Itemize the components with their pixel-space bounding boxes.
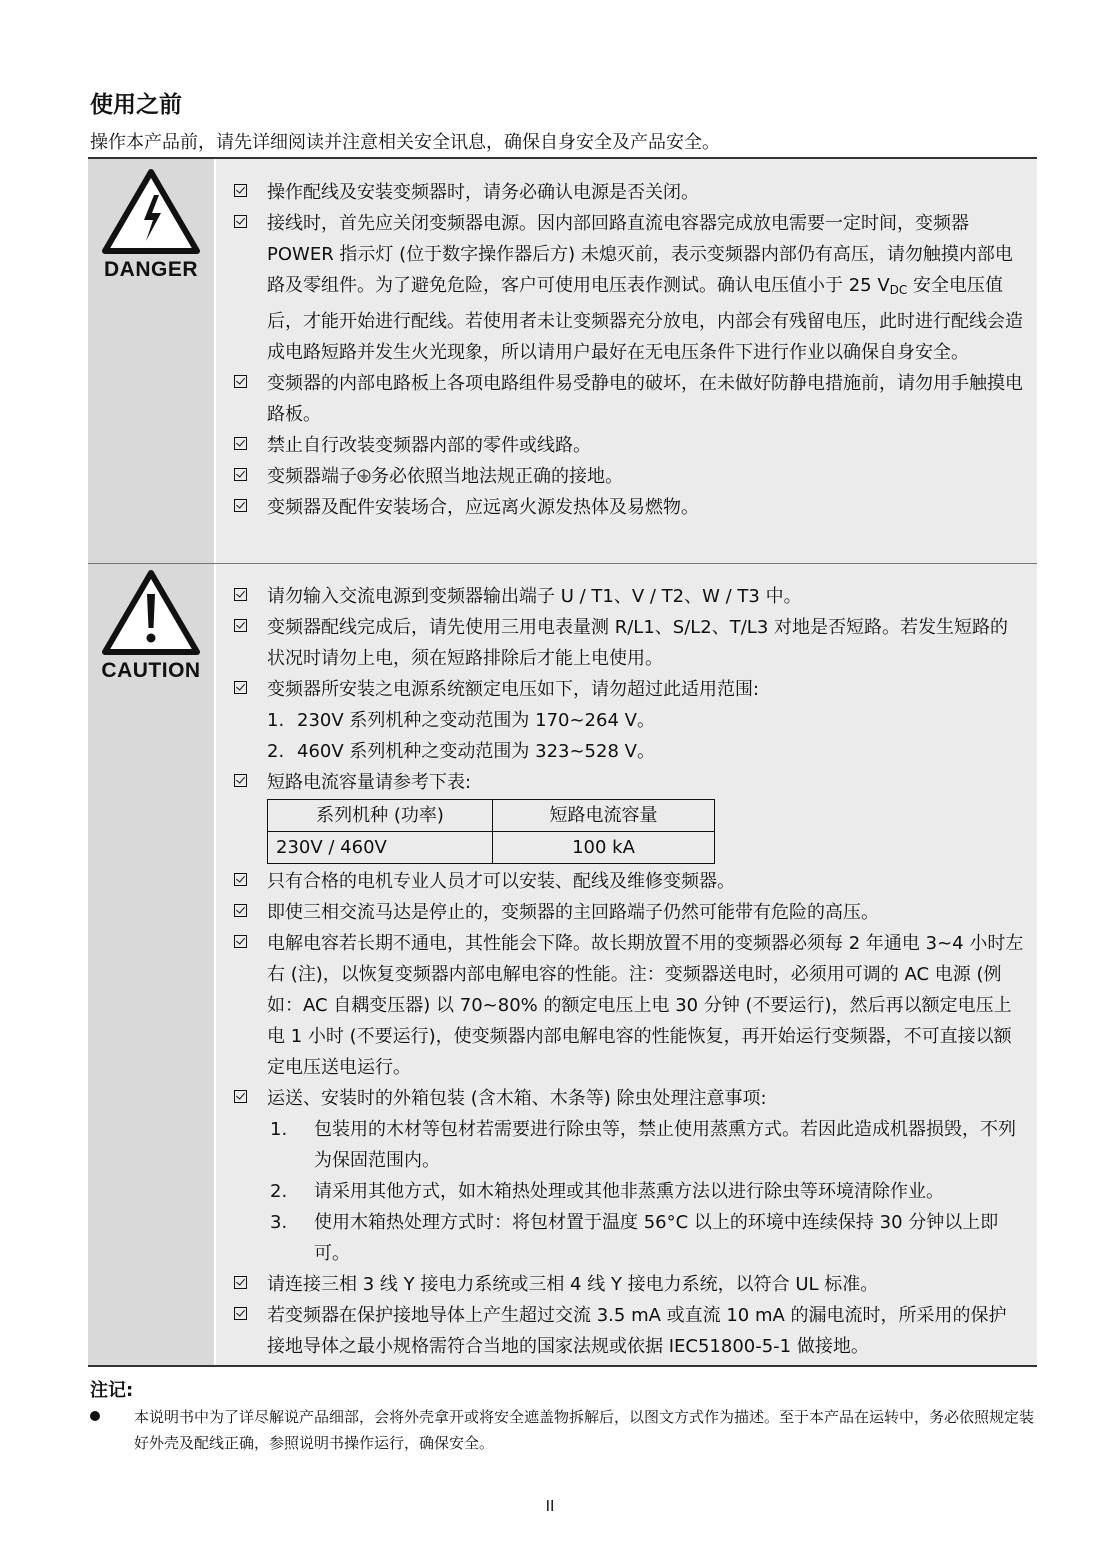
sub-list-item: 2. 460V 系列机种之变动范围为 323~528 V。 <box>267 741 655 762</box>
short-circuit-table <box>267 799 715 864</box>
danger-label: DANGER <box>103 258 198 281</box>
sub-list-item: 3. 使用木箱热处理方式时：将包材置于温度 56°C 以上的环境中连续保持 30 分钟以上即可。 <box>270 1212 999 1264</box>
checked-box-icon <box>234 215 247 228</box>
caution-list <box>234 581 1024 1362</box>
checked-box-icon <box>234 619 247 632</box>
caution-label: CAUTION <box>101 659 201 682</box>
danger-badge <box>96 165 206 282</box>
table-cell: 230V / 460V <box>268 832 493 864</box>
table-header-cell: 短路电流容量 <box>493 800 715 832</box>
caution-badge <box>96 566 206 683</box>
checked-box-icon <box>234 468 247 481</box>
list-item: 接线时，首先应关闭变频器电源。因内部回路直流电容器完成放电需要一定时间，变频器 POWER 指示灯 (位于数字操作器后方) 未熄灭前，表示变频器内部仍有高压，请勿触摸内部电路及零组件。为了避免危险，客户可使用电压表作测试。确认电压值小于 25 VDC 安全电压值后，才能开始进行配线。若使用者未让变频器充分放电，内部会有残留电压，此时进行配线会造成电路短路并发生火光现象，所以请用户最好在无电压条件下进行作业以确保自身安全。 <box>234 208 1024 368</box>
list-item: 请勿输入交流电源到变频器输出端子 U / T1、V / T2、W / T3 中。 <box>234 581 1024 612</box>
checked-box-icon <box>234 774 247 787</box>
checked-box-icon <box>234 499 247 512</box>
table-row <box>268 832 715 864</box>
list-item: 变频器端子 务必依照当地法规正确的接地。 <box>234 461 1024 492</box>
danger-list <box>234 177 1024 523</box>
table-header-row <box>268 800 715 832</box>
list-item: 变频器及配件安装场合，应远离火源发热体及易燃物。 <box>234 492 1024 523</box>
bullet-icon <box>90 1411 100 1421</box>
table-cell: 100 kA <box>493 832 715 864</box>
checked-box-icon <box>234 1276 247 1289</box>
note-text: 本说明书中为了详尽解说产品细部，会将外壳拿开或将安全遮盖物拆解后，以图文方式作为描述。至于本产品在运转中，务必依照规定装好外壳及配线正确，参照说明书操作运行，确保安全。 <box>134 1408 1035 1452</box>
high-voltage-warning-icon <box>99 165 203 257</box>
list-item: 变频器配线完成后，请先使用三用电表量测 R/L1、S/L2、T/L3 对地是否短路。若发生短路的状况时请勿上电，须在短路排除后才能上电使用。 <box>234 612 1024 674</box>
checked-box-icon <box>234 1090 247 1103</box>
list-item: 只有合格的电机专业人员才可以安装、配线及维修变频器。 <box>234 866 1024 897</box>
page-title: 使用之前 <box>90 92 182 118</box>
intro-text: 操作本产品前，请先详细阅读并注意相关安全讯息，确保自身安全及产品安全。 <box>90 132 720 153</box>
checked-box-icon <box>234 904 247 917</box>
list-item: 禁止自行改装变频器内部的零件或线路。 <box>234 430 1024 461</box>
checked-box-icon <box>234 437 247 450</box>
caution-section <box>88 564 1037 1365</box>
exclamation-warning-icon <box>99 566 203 658</box>
table-header-cell: 系列机种 (功率) <box>268 800 493 832</box>
column-divider <box>214 159 216 563</box>
sub-list-item: 2. 请采用其他方式，如木箱热处理或其他非蒸熏方法以进行除虫等环境清除作业。 <box>270 1181 944 1202</box>
list-item: 若变频器在保护接地导体上产生超过交流 3.5 mA 或直流 10 mA 的漏电流时，所采用的保护接地导体之最小规格需符合当地的国家法规或依据 IEC51800-5-1 做接地。 <box>234 1300 1024 1362</box>
list-item: 即使三相交流马达是停止的，变频器的主回路端子仍然可能带有危险的高压。 <box>234 897 1024 928</box>
page-number: II <box>545 1497 555 1515</box>
checked-box-icon <box>234 873 247 886</box>
bottom-rule <box>88 1365 1037 1367</box>
list-item: 请连接三相 3 线 Y 接电力系统或三相 4 线 Y 接电力系统，以符合 UL 标准。 <box>234 1269 1024 1300</box>
checked-box-icon <box>234 681 247 694</box>
danger-section <box>88 159 1037 563</box>
list-item: 操作配线及安装变频器时，请务必确认电源是否关闭。 <box>234 177 1024 208</box>
list-item: 运送、安装时的外箱包装 (含木箱、木条等) 除虫处理注意事项: <box>234 1083 1024 1114</box>
caution-icon-column <box>88 564 214 1365</box>
note-title: 注记: <box>90 1380 134 1401</box>
checked-box-icon <box>234 588 247 601</box>
list-item: 变频器所安装之电源系统额定电压如下，请勿超过此适用范围: <box>234 674 1024 705</box>
sub-list-item: 1. 包装用的木材等包材若需要进行除虫等，禁止使用蒸熏方式。若因此造成机器损毁，不列为保固范围内。 <box>270 1119 1016 1171</box>
ground-symbol-icon <box>357 469 371 483</box>
list-item: 短路电流容量请参考下表: <box>234 767 1024 798</box>
sub-list-item: 1. 230V 系列机种之变动范围为 170~264 V。 <box>267 710 655 731</box>
checked-box-icon <box>234 375 247 388</box>
list-item: 变频器的内部电路板上各项电路组件易受静电的破坏，在未做好防静电措施前，请勿用手触摸电路板。 <box>234 368 1024 430</box>
list-item: 电解电容若长期不通电，其性能会下降。故长期放置不用的变频器必须每 2 年通电 3~4 小时左右 (注)，以恢复变频器内部电解电容的性能。注：变频器送电时，必须用可调的 AC 电源 (例如：AC 自耦变压器) 以 70~80% 的额定电压上电 30 分钟 (不要运行)，然后再以额定电压上电 1 小时 (不要运行)，使变频器内部电解电容的性能恢复，再开始运行变频器，不可直接以额定电压送电运行。 <box>234 928 1024 1083</box>
checked-box-icon <box>234 935 247 948</box>
checked-box-icon <box>234 1307 247 1320</box>
checked-box-icon <box>234 184 247 197</box>
column-divider <box>214 564 216 1365</box>
